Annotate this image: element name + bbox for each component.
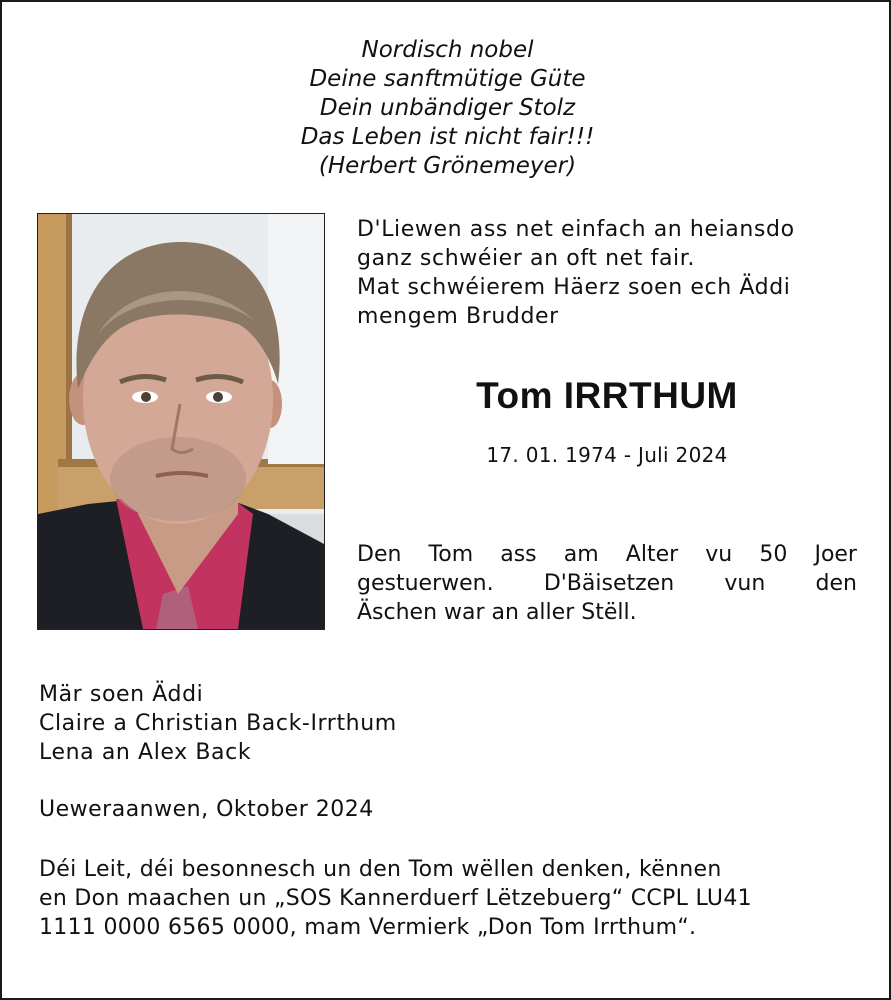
notice-line-3: Äschen war an aller Stëll. <box>357 600 637 625</box>
intro-line: mengem Brudder <box>357 304 559 329</box>
donation-line: Déi Leit, déi besonnesch un den Tom wëllen denken, kënnen <box>39 857 722 882</box>
portrait-illustration <box>38 214 324 629</box>
notice-word: Joer <box>814 542 857 567</box>
notice-word: ass <box>500 542 537 567</box>
intro-line: ganz schwéier an oft net fair. <box>357 246 695 271</box>
poem-quote <box>2 36 891 181</box>
poem-line: Dein unbändiger Stolz <box>319 95 576 121</box>
signer-line: Lena an Alex Back <box>39 740 252 765</box>
notice-word: gestuerwen. <box>357 571 494 596</box>
notice-word: den <box>815 571 857 596</box>
place-date: Ueweraanwen, Oktober 2024 <box>39 797 374 822</box>
life-dates: 17. 01. 1974 - Juli 2024 <box>486 443 728 467</box>
poem-line: Deine sanftmütige Güte <box>309 66 586 92</box>
intro-line: Mat schwéierem Häerz soen ech Äddi <box>357 275 791 300</box>
signer-line: Claire a Christian Back-Irrthum <box>39 711 397 736</box>
intro-line: D'Liewen ass net einfach an heiansdo <box>357 217 795 242</box>
poem-line: Nordisch nobel <box>361 37 534 63</box>
donation-line: 1111 0000 6565 0000, mam Vermierk „Don Tom Irrthum“. <box>39 915 697 940</box>
donation-line: en Don maachen un „SOS Kannerduerf Lëtzebuerg“ CCPL LU41 <box>39 886 752 911</box>
notice-line-1 <box>357 540 857 569</box>
donation-note <box>39 855 839 942</box>
signer-line: Mär soen Äddi <box>39 682 204 707</box>
notice-word: am <box>563 542 599 567</box>
notice-word: Alter <box>625 542 679 567</box>
notice-word: Tom <box>428 542 474 567</box>
notice-word: Den <box>357 542 402 567</box>
notice-word: vu <box>705 542 733 567</box>
notice-word: D'Bäisetzen <box>543 571 675 596</box>
portrait-photo <box>37 213 325 630</box>
death-notice <box>357 540 857 627</box>
notice-line-2 <box>357 569 857 598</box>
notice-word: vun <box>724 571 766 596</box>
signers-list <box>39 680 397 767</box>
poem-author: (Herbert Grönemeyer) <box>318 153 577 179</box>
poem-line: Das Leben ist nicht fair!!! <box>300 124 595 150</box>
intro-text <box>357 215 857 331</box>
deceased-name: Tom IRRTHUM <box>476 375 738 416</box>
notice-word: 50 <box>759 542 788 567</box>
